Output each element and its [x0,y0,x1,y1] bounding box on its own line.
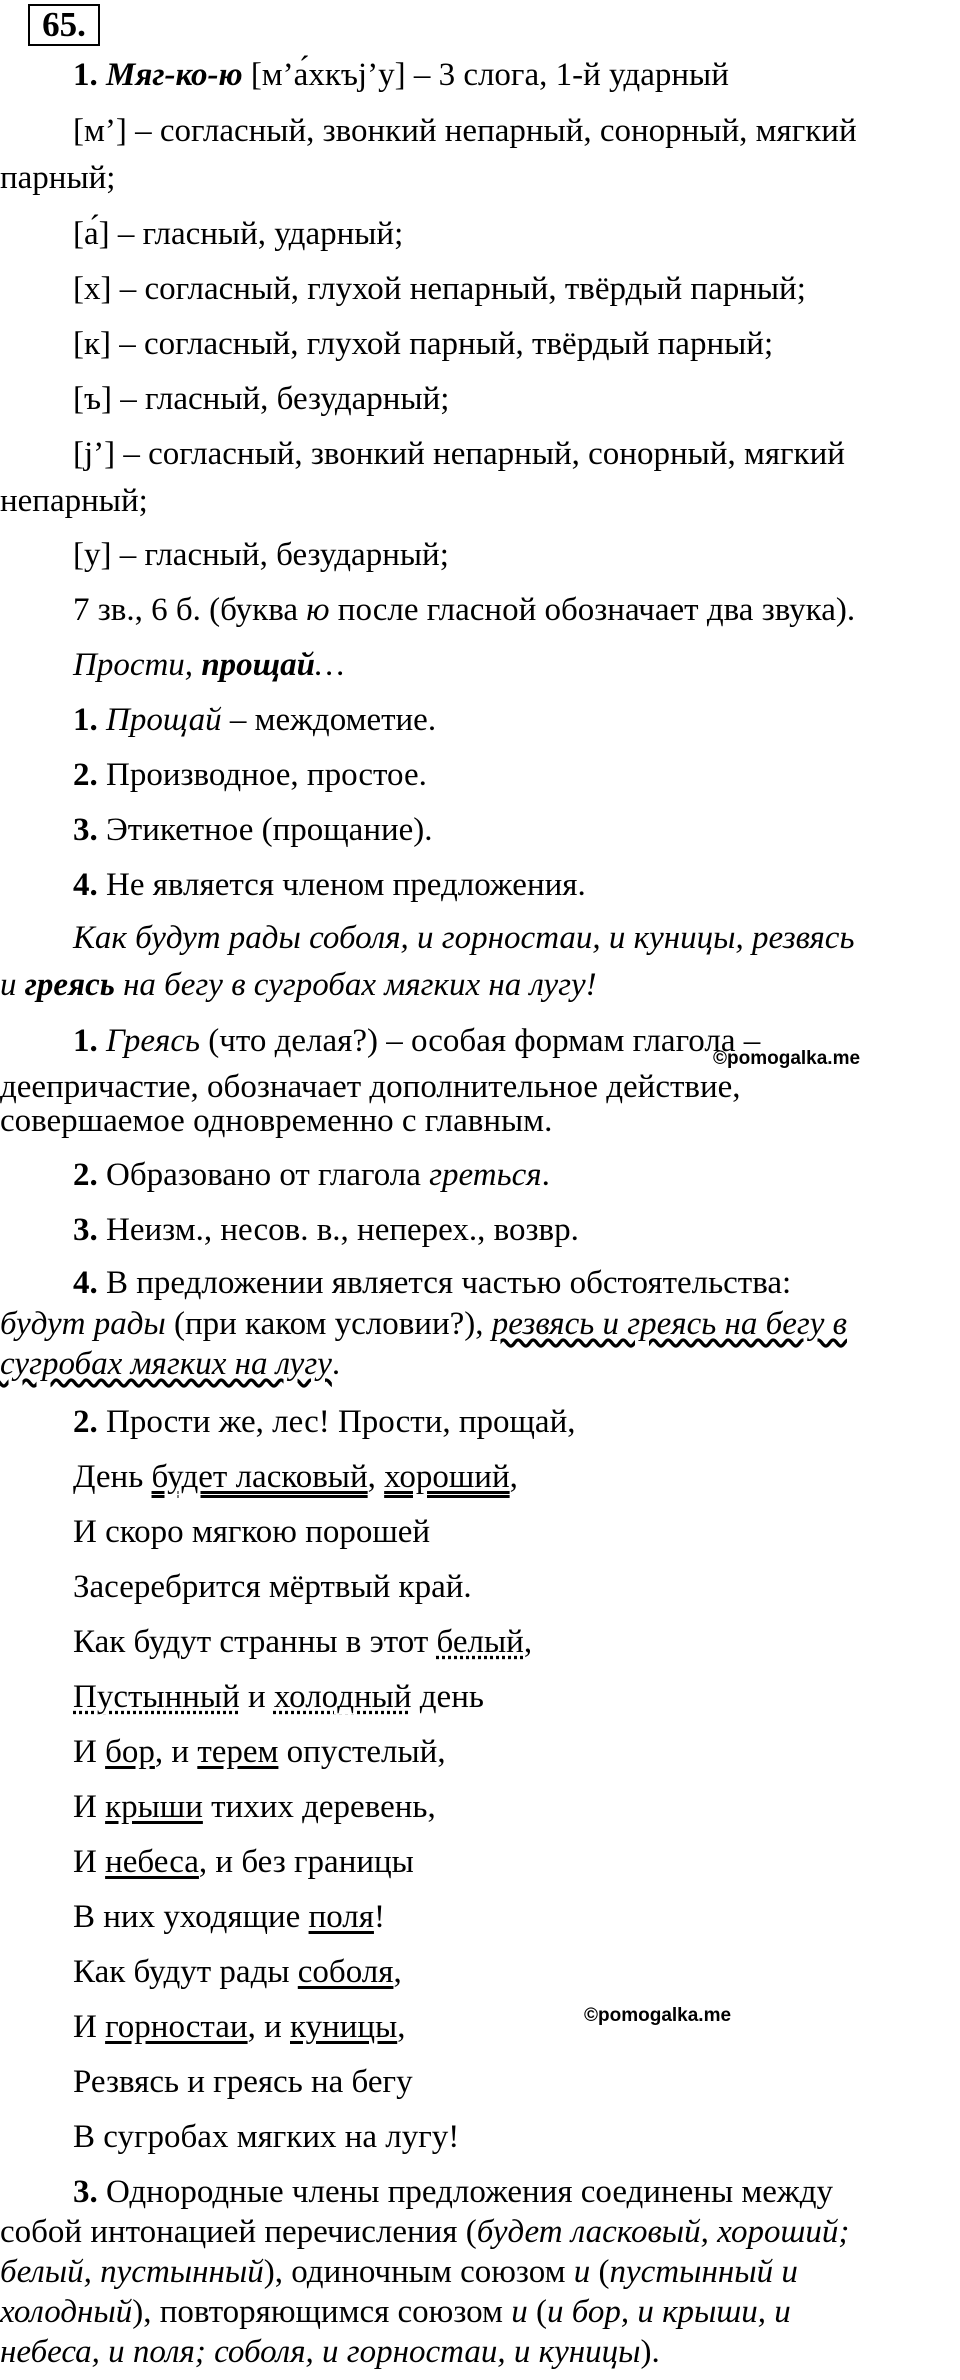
point-line: 3. Этикетное (прощание). [73,812,433,848]
predicate-underline: хороший [384,1459,510,1495]
point-line-continued: совершаемое одновременно с главным. [0,1103,553,1139]
point-line-continued: сугробах мягких на лугу. [0,1346,341,1382]
conclusion-line: белый, пустынный), одиночным союзом и (пустынный и [0,2254,798,2290]
sound-line: [ъ] – гласный, безударный; [73,381,450,417]
subject-underline: бор [105,1734,155,1770]
subject-underline: куницы [290,2009,398,2045]
poem-line: Засеребрится мёртвый край. [73,1569,472,1605]
subject-underline: соболя [297,1954,394,1990]
point-line: 4. В предложении является частью обстоятельства: [73,1265,792,1301]
point-line: 1. Прощай – междометие. [73,702,437,738]
point-line-continued: деепричастие, обозначает дополнительное действие, [0,1069,741,1105]
sound-line: [к] – согласный, глухой парный, твёрдый парный; [73,326,774,362]
poem-line: И горностаи, и куницы, [73,2009,406,2045]
sound-line: [у] – гласный, безударный; [73,537,449,573]
section-number: 3. [73,2174,98,2210]
exercise-number: 65. [28,4,100,46]
analyzed-word: Мяг-ко-ю [106,57,243,93]
poem-line: И крыши тихих деревень, [73,1789,436,1825]
attribute-underline: белый [436,1624,524,1660]
point-line: 2. Производное, простое. [73,757,427,793]
subject-underline: горностаи [105,2009,248,2045]
poem-line: И бор, и терем опустелый, [73,1734,446,1770]
watermark: ©pomogalka.me [584,2005,732,2026]
conclusion-line: 3. Однородные члены предложения соединены между [73,2174,833,2210]
attribute-underline: холодный [273,1679,412,1715]
adverbial-underline: резвясь и греясь на бегу в [491,1306,847,1342]
point-line: 1. Греясь (что делая?) – особая формам глагола – [73,1023,761,1059]
predicate-underline: будет ласковый [151,1459,368,1495]
attribute-underline: Пустынный [73,1679,240,1715]
sound-line-continued: непарный; [0,483,148,519]
conclusion-line: собой интонацией перечисления (будет ласковый, хороший; [0,2214,850,2250]
poem-line: 2. Прости же, лес! Прости, прощай, [73,1404,576,1440]
watermark: ©pomogalka.me [713,1048,861,1069]
poem-line: Пустынный и холодный день [73,1679,484,1715]
transcription: [м’а́хкъj’у] – 3 слога, 1-й ударный [242,57,729,93]
poem-line: И скоро мягкою порошей [73,1514,431,1550]
point-line: 3. Неизм., несов. в., неперех., возвр. [73,1212,579,1248]
poem-line: И небеса, и без границы [73,1844,414,1880]
poem-line: День будет ласковый, хороший, [73,1459,518,1495]
sound-line-continued: парный; [0,160,116,196]
phonetic-header [73,57,960,93]
conclusion-line: небеса, и поля; соболя, и горностаи, и куницы). [0,2334,660,2370]
subject-underline: небеса [105,1844,199,1880]
subject-underline: крыши [105,1789,203,1825]
section-number: 2. [73,1404,98,1440]
subject-underline: поля [308,1899,374,1935]
poem-line: В них уходящие поля! [73,1899,385,1935]
sentence-line-continued: и греясь на бегу в сугробах мягких на лугу! [0,967,597,1003]
poem-line: Резвясь и греясь на бегу [73,2064,413,2100]
poem-line: Как будут странны в этот белый, [73,1624,533,1660]
quote-line: Прости, прощай… [73,647,345,683]
sentence-line: Как будут рады соболя, и горностаи, и куницы, резвясь [73,920,855,956]
sound-line: [а́] – гласный, ударный; [73,216,404,252]
sound-line: [м’] – согласный, звонкий непарный, сонорный, мягкий [73,113,857,149]
sound-line: [х] – согласный, глухой непарный, твёрдый парный; [73,271,806,307]
subject-underline: терем [197,1734,279,1770]
section-number: 1. [73,57,98,93]
point-line: 4. Не является членом предложения. [73,867,586,903]
sound-line: [j’] – согласный, звонкий непарный, сонорный, мягкий [73,436,845,472]
conclusion-line: холодный), повторяющимся союзом и (и бор, и крыши, и [0,2294,791,2330]
point-line: 2. Образовано от глагола греться. [73,1157,550,1193]
poem-line: Как будут рады соболя, [73,1954,402,1990]
poem-line: В сугробах мягких на лугу! [73,2119,460,2155]
adverbial-underline: сугробах мягких на лугу [0,1346,332,1382]
point-line-continued: будут рады (при каком условии?), резвясь и греясь на бегу в [0,1306,847,1342]
letter-sound-count: 7 зв., 6 б. (буква ю после гласной обозначает два звука). [73,592,856,628]
